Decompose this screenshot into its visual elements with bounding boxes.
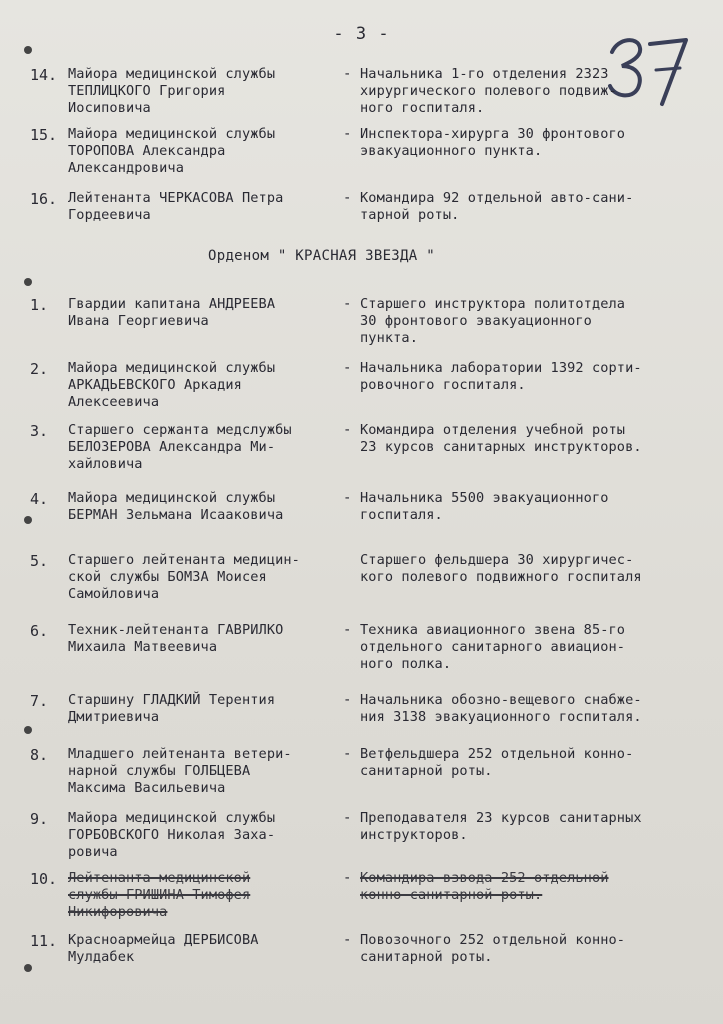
entry-number: 7. xyxy=(30,692,49,710)
entry-position: Командира взвода 252 отдельной конно-санитарной роты. xyxy=(360,870,609,903)
entry-position: Старшего инструктора политотдела 30 фронтового эвакуационного пункта. xyxy=(360,296,626,346)
dash: - xyxy=(343,126,352,142)
entry-position: Командира 92 отдельной авто-сани- тарной роты. xyxy=(360,190,634,223)
entry-number: 15. xyxy=(30,126,58,144)
entry-position: Командира отделения учебной роты 23 курсов санитарных инструкторов. xyxy=(360,422,642,455)
entry-position: Преподавателя 23 курсов санитарных инструкторов. xyxy=(360,810,642,843)
dash: - xyxy=(343,66,352,82)
binding-hole xyxy=(24,46,32,54)
entry-name: Майора медицинской службы БЕРМАН Зельмана Исааковича xyxy=(68,490,284,523)
entry-position: Начальника обозно-вещевого снабже- ния 3138 эвакуационного госпиталя. xyxy=(360,692,642,725)
entry-number: 3. xyxy=(30,422,49,440)
binding-hole xyxy=(24,726,32,734)
entry-position: Техника авиационного звена 85-го отдельного санитарного авиацион- ного полка. xyxy=(360,622,626,672)
entry-position: Начальника 5500 эвакуационного госпиталя. xyxy=(360,490,609,523)
binding-hole xyxy=(24,964,32,972)
entry-position: Начальника лаборатории 1392 сорти- ровочного госпиталя. xyxy=(360,360,642,393)
entry-name: Лейтенанта медицинской службы ГРИШИНА Тимофея Никифоровича xyxy=(68,870,251,920)
entry-number: 9. xyxy=(30,810,49,828)
entry-name: Майора медицинской службы ТОРОПОВА Александра Александровича xyxy=(68,126,276,176)
entry-number: 2. xyxy=(30,360,49,378)
entry-name: Гвардии капитана АНДРЕЕВА Ивана Георгиевича xyxy=(68,296,276,329)
entry-position: Ветфельдшера 252 отдельной конно- санитарной роты. xyxy=(360,746,634,779)
entry-number: 1. xyxy=(30,296,49,314)
entry-name: Старшего лейтенанта медицин- ской службы БОМЗА Моисея Самойловича xyxy=(68,552,300,602)
dash: - xyxy=(343,296,352,312)
binding-hole xyxy=(24,516,32,524)
entry-number: 5. xyxy=(30,552,49,570)
entry-name: Майора медицинской службы ТЕПЛИЦКОГО Григория Иосиповича xyxy=(68,66,276,116)
dash: - xyxy=(343,810,352,826)
entry-name: Лейтенанта ЧЕРКАСОВА Петра Гордеевича xyxy=(68,190,284,223)
entry-position: Инспектора-хирурга 30 фронтового эвакуационного пункта. xyxy=(360,126,626,159)
entry-name: Майора медицинской службы ГОРБОВСКОГО Николая Заха- ровича xyxy=(68,810,276,860)
dash: - xyxy=(343,870,352,886)
entry-name: Красноармейца ДЕРБИСОВА Мулдабек xyxy=(68,932,259,965)
dash: - xyxy=(343,360,352,376)
entry-number: 6. xyxy=(30,622,49,640)
entry-number: 11. xyxy=(30,932,58,950)
entry-name: Майора медицинской службы АРКАДЬЕВСКОГО Аркадия Алексеевича xyxy=(68,360,276,410)
dash: - xyxy=(343,746,352,762)
binding-hole xyxy=(24,278,32,286)
entry-number: 10. xyxy=(30,870,58,888)
entry-number: 16. xyxy=(30,190,58,208)
entry-name: Техник-лейтенанта ГАВРИЛКО Михаила Матвеевича xyxy=(68,622,284,655)
entry-number: 4. xyxy=(30,490,49,508)
entry-number: 14. xyxy=(30,66,58,84)
entry-position: Повозочного 252 отдельной конно- санитарной роты. xyxy=(360,932,626,965)
dash: - xyxy=(343,622,352,638)
dash: - xyxy=(343,932,352,948)
dash: - xyxy=(343,422,352,438)
entry-name: Младшего лейтенанта ветери- нарной службы ГОЛБЦЕВА Максима Васильевича xyxy=(68,746,292,796)
dash: - xyxy=(343,692,352,708)
dash: - xyxy=(343,190,352,206)
page-number: - 3 - xyxy=(333,24,390,44)
entry-position: Старшего фельдшера 30 хирургичес- кого полевого подвижного госпиталя xyxy=(360,552,642,585)
dash: - xyxy=(343,490,352,506)
entry-position: Начальника 1-го отделения 2323 хирургического полевого подвиж- ного госпиталя. xyxy=(360,66,617,116)
entry-name: Старшину ГЛАДКИЙ Терентия Дмитриевича xyxy=(68,692,276,725)
award-heading: Орденом " КРАСНАЯ ЗВЕЗДА " xyxy=(208,248,435,264)
entry-number: 8. xyxy=(30,746,49,764)
entry-name: Старшего сержанта медслужбы БЕЛОЗЕРОВА Александра Ми- хайловича xyxy=(68,422,292,472)
